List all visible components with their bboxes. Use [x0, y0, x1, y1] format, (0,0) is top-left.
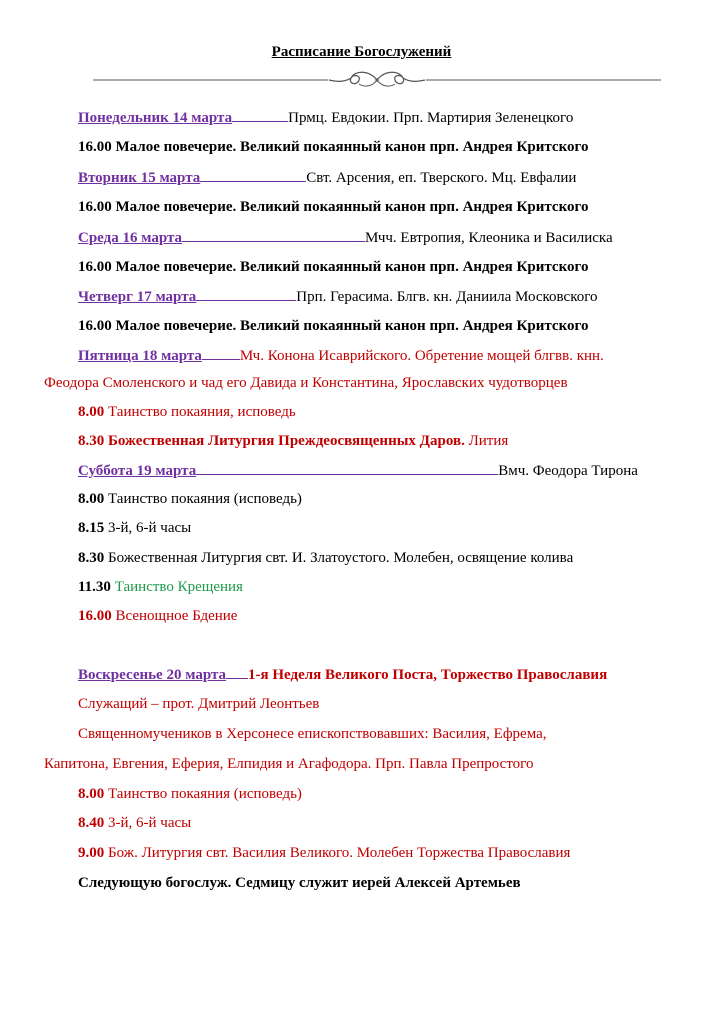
underline-filler [226, 664, 248, 679]
sunday-text-2: 3-й, 6-й часы [108, 815, 192, 831]
underline-filler [232, 107, 288, 122]
monday-time: 16.00 [78, 139, 112, 155]
saturday-time-1: 8.00 [78, 491, 105, 507]
sunday-service-1 [78, 784, 302, 804]
thursday-service-text: Малое повечерие. Великий покаянный канон прп. Андрея Критского [115, 318, 589, 334]
monday-day: Понедельник 14 марта [78, 110, 233, 126]
saturday-day: Суббота 19 марта [78, 463, 197, 479]
saturday-text-5: Всенощное Бдение [115, 608, 238, 624]
friday-header [78, 345, 604, 366]
saturday-text-3: Божественная Литургия свт. И. Златоустого. Молебен, освящение колива [108, 550, 574, 566]
sunday-service-2 [78, 813, 191, 833]
sunday-feast: 1-я Неделя Великого Поста, Торжество Православия [248, 667, 608, 683]
footer-note: Следующую богослуж. Седмицу служит иерей Алексей Артемьев [78, 875, 521, 891]
tuesday-time: 16.00 [78, 199, 112, 215]
wednesday-header [78, 227, 613, 248]
sunday-text-3: Бож. Литургия свт. Василия Великого. Молебен Торжества Православия [108, 845, 571, 861]
saturday-time-4: 11.30 [78, 579, 111, 595]
monday-saints: Прмц. Евдокии. Прп. Мартирия Зеленецкого [288, 110, 574, 126]
tuesday-header [78, 167, 576, 188]
wednesday-service-text: Малое повечерие. Великий покаянный канон прп. Андрея Критского [115, 259, 589, 275]
friday-time-1: 8.00 [78, 404, 105, 420]
underline-filler [196, 460, 498, 475]
ornament-divider-icon [93, 68, 661, 92]
tuesday-service [78, 197, 588, 217]
wednesday-saints: Мчч. Евтропия, Клеоника и Василиска [365, 230, 613, 246]
sunday-time-1: 8.00 [78, 786, 105, 802]
friday-saints-2: Феодора Смоленского и чад его Давида и Константина, Ярославских чудотворцев [44, 375, 568, 391]
thursday-saints: Прп. Герасима. Блгв. кн. Даниила Московского [296, 289, 598, 305]
saturday-time-5: 16.00 [78, 608, 112, 624]
sunday-time-3: 9.00 [78, 845, 105, 861]
underline-filler [200, 167, 306, 182]
saturday-service-3 [78, 548, 573, 568]
saturday-text-1: Таинство покаяния (исповедь) [108, 491, 302, 507]
saturday-saints: Вмч. Феодора Тирона [498, 463, 638, 479]
tuesday-saints: Свт. Арсения, еп. Тверского. Мц. Евфалии [306, 170, 577, 186]
saturday-header [78, 460, 638, 481]
sunday-day: Воскресенье 20 марта [78, 667, 227, 683]
underline-filler [182, 227, 365, 242]
sunday-saints-2: Капитона, Евгения, Еферия, Елпидия и Агафодора. Прп. Павла Препростого [44, 756, 534, 772]
sunday-saints-1: Священномучеников в Херсонесе епископствовавших: Василия, Ефрема, [78, 726, 547, 742]
friday-service-2 [78, 431, 508, 451]
friday-text-2: Божественная Литургия Преждеосвященных Даров. [108, 433, 465, 449]
thursday-service [78, 316, 588, 336]
sunday-header [78, 664, 607, 685]
saturday-service-1 [78, 489, 302, 509]
saturday-service-5 [78, 606, 237, 626]
tuesday-service-text: Малое повечерие. Великий покаянный канон прп. Андрея Критского [115, 199, 589, 215]
sunday-time-2: 8.40 [78, 815, 105, 831]
saturday-time-2: 8.15 [78, 520, 105, 536]
saturday-text-4: Таинство Крещения [114, 579, 243, 595]
saturday-text-2: 3-й, 6-й часы [108, 520, 192, 536]
friday-saints-1: Мч. Конона Исаврийского. Обретение мощей блгвв. кнн. [239, 348, 604, 364]
sunday-text-1: Таинство покаяния (исповедь) [108, 786, 302, 802]
page-title: Расписание Богослужений [271, 44, 452, 60]
friday-day: Пятница 18 марта [78, 348, 202, 364]
wednesday-day: Среда 16 марта [78, 230, 183, 246]
monday-header [78, 107, 573, 128]
sunday-celebrant: Служащий – прот. Дмитрий Леонтьев [78, 696, 320, 712]
tuesday-day: Вторник 15 марта [78, 170, 201, 186]
friday-text-1: Таинство покаяния, исповедь [108, 404, 296, 420]
underline-filler [196, 286, 296, 301]
friday-service-1 [78, 402, 296, 422]
thursday-day: Четверг 17 марта [78, 289, 197, 305]
monday-service [78, 137, 588, 157]
wednesday-service [78, 257, 588, 277]
saturday-service-4 [78, 577, 243, 597]
friday-extra: Лития [468, 433, 509, 449]
thursday-time: 16.00 [78, 318, 112, 334]
sunday-service-3 [78, 843, 570, 863]
wednesday-time: 16.00 [78, 259, 112, 275]
friday-time-2: 8.30 [78, 433, 105, 449]
saturday-service-2 [78, 518, 191, 538]
underline-filler [202, 345, 240, 360]
monday-service-text: Малое повечерие. Великий покаянный канон прп. Андрея Критского [115, 139, 589, 155]
thursday-header [78, 286, 598, 307]
saturday-time-3: 8.30 [78, 550, 105, 566]
